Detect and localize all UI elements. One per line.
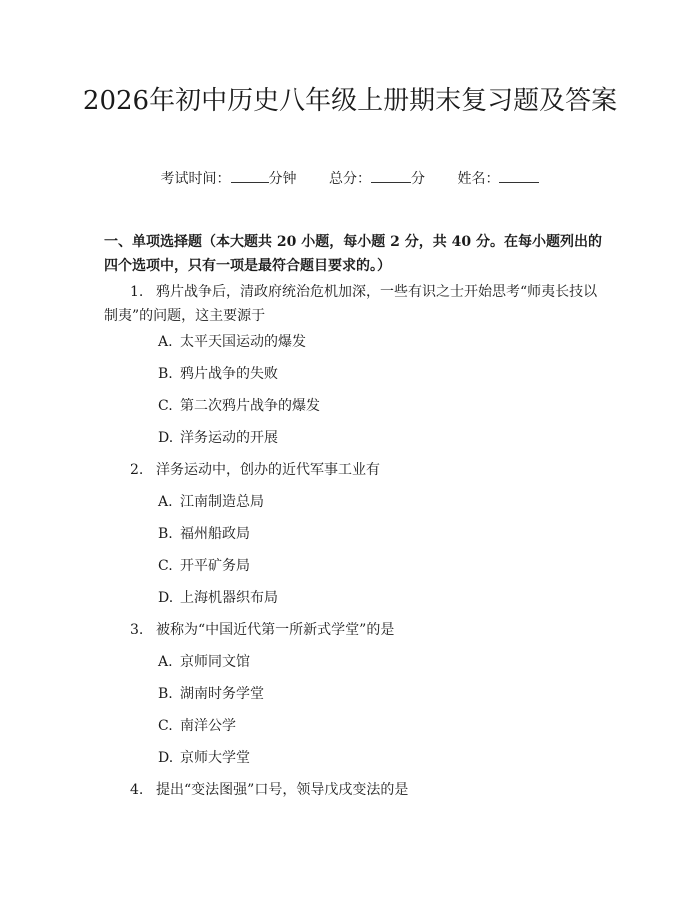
option-text: 上海机器织布局 <box>180 590 278 606</box>
option-letter: B. <box>158 366 173 382</box>
question-2-option-b <box>158 524 250 544</box>
question-3-option-c <box>158 716 236 736</box>
question-2 <box>104 458 604 482</box>
question-text: 洋务运动中，创办的近代军事工业有 <box>156 462 380 478</box>
exam-info <box>0 168 700 189</box>
question-1-option-d <box>158 428 278 448</box>
question-2-option-d <box>158 588 278 608</box>
option-letter: B. <box>158 526 173 542</box>
question-number: 4. <box>130 782 144 798</box>
name-field <box>457 168 539 189</box>
question-2-option-a <box>158 492 264 512</box>
question-text: 被称为“中国近代第一所新式学堂”的是 <box>156 622 395 638</box>
question-4 <box>104 778 604 802</box>
name-label: 姓名： <box>457 171 500 187</box>
name-blank <box>499 168 539 183</box>
exam-time-unit: 分钟 <box>268 171 297 187</box>
option-text: 第二次鸦片战争的爆发 <box>180 398 320 414</box>
question-text: 提出“变法图强”口号，领导戊戌变法的是 <box>156 782 409 798</box>
exam-time-blank <box>231 168 269 183</box>
option-letter: D. <box>158 750 174 766</box>
option-text: 京师同文馆 <box>180 654 250 670</box>
question-1 <box>104 280 604 328</box>
question-1-option-b <box>158 364 278 384</box>
option-text: 太平天国运动的爆发 <box>180 334 306 350</box>
total-score-field <box>329 168 425 189</box>
question-1-option-c <box>158 396 320 416</box>
option-letter: A. <box>158 654 173 670</box>
section-heading: 一、单项选择题（本大题共 20 小题，每小题 2 分，共 40 分。在每小题列出的四个选项中，只有一项是最符合题目要求的。） <box>104 234 602 274</box>
option-text: 江南制造总局 <box>180 494 264 510</box>
option-letter: C. <box>158 398 173 414</box>
option-letter: D. <box>158 590 174 606</box>
exam-time-field <box>161 168 297 189</box>
question-3 <box>104 618 604 642</box>
option-text: 鸦片战争的失败 <box>180 366 278 382</box>
total-score-label: 总分： <box>329 171 371 187</box>
option-letter: A. <box>158 334 173 350</box>
option-letter: D. <box>158 430 174 446</box>
document-title: 2026年初中历史八年级上册期末复习题及答案 <box>82 86 618 116</box>
total-score-unit: 分 <box>411 171 425 187</box>
option-text: 开平矿务局 <box>180 558 250 574</box>
option-text: 南洋公学 <box>180 718 236 734</box>
option-letter: B. <box>158 686 173 702</box>
option-letter: C. <box>158 718 173 734</box>
question-3-option-a <box>158 652 250 672</box>
option-text: 京师大学堂 <box>180 750 250 766</box>
question-number: 2. <box>130 462 144 478</box>
question-3-option-d <box>158 748 250 768</box>
question-2-option-c <box>158 556 250 576</box>
question-3-option-b <box>158 684 264 704</box>
option-text: 福州船政局 <box>180 526 250 542</box>
option-text: 洋务运动的开展 <box>180 430 278 446</box>
question-1-option-a <box>158 332 306 352</box>
question-number: 3. <box>130 622 144 638</box>
exam-time-label: 考试时间： <box>160 171 231 187</box>
option-letter: C. <box>158 558 173 574</box>
option-text: 湖南时务学堂 <box>180 686 264 702</box>
question-text: 鸦片战争后，清政府统治危机加深，一些有识之士开始思考“师夷长技以制夷”的问题，这主要源于 <box>104 284 598 324</box>
option-letter: A. <box>158 494 173 510</box>
question-number: 1. <box>130 284 144 300</box>
total-score-blank <box>371 168 411 183</box>
